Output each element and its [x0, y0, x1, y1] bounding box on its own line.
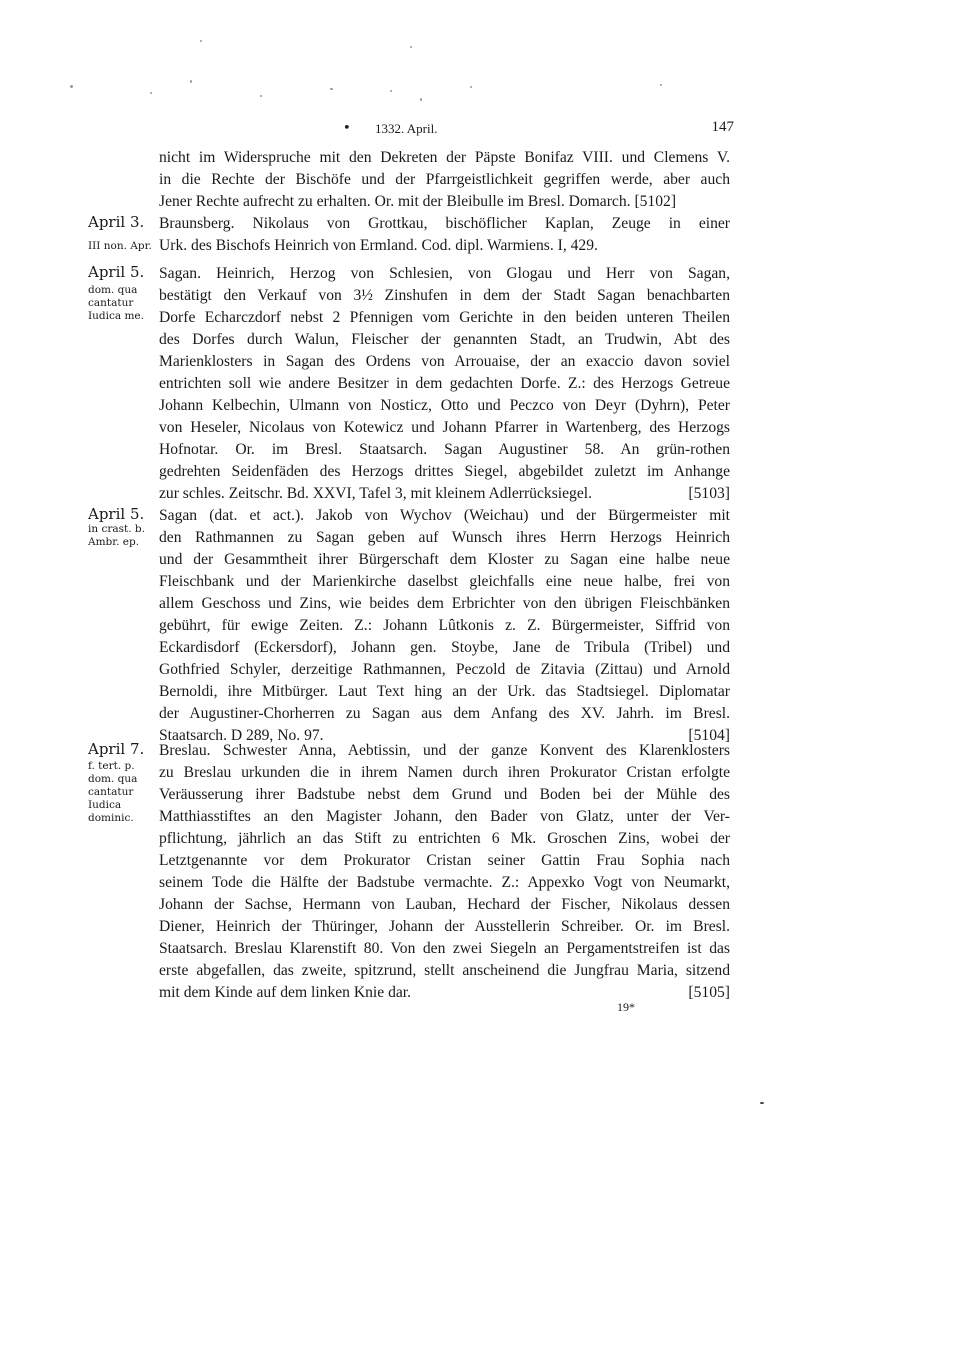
continuation-line: nicht im Widerspruche mit den Dekreten der Päpste Bonifaz VIII. und Clemens V. — [159, 149, 730, 166]
entry-line: Fleischbank und der Marienkirche daselbst gleichfalls eine neue halbe, frei von — [159, 573, 730, 590]
entry-line: Diener, Heinrich der Thüringer, Johann der Ausstellerin Schreiber. Or. im Bresl. — [159, 918, 730, 935]
entry-line: Sagan (dat. et act.). Jakob von Wychov (Weichau) und der Bürgermeister mit — [159, 507, 730, 524]
entry-margin-note: III non. Apr. — [88, 240, 152, 252]
entry-line: Bernoldi, ihre Mitbürger. Laut Text hing an der Urk. das Stadtsiegel. Diplomatar — [159, 683, 730, 700]
running-head: 1332. April. — [375, 121, 438, 136]
entry-line: allem Geschoss und Zins, wie beides dem Erbrichter von den übrigen Fleischbänken — [159, 595, 730, 612]
entry-date: April 5. — [88, 505, 145, 523]
entry-line: Staatsarch. D 289, No. 97. — [159, 727, 324, 744]
entry-line: Marienklosters in Sagan des Ordens von Arrouaise, der an exaccio davon soviel — [159, 353, 730, 370]
entry-line: des Dorfes durch Walun, Fleischer der genannten Stadt, an Trudwin, Abt des — [159, 331, 730, 348]
entry-line: zu Breslau urkunden die in ihrem Namen durch ihren Prokurator Cristan erfolgte — [159, 764, 730, 781]
entry-line: Breslau. Schwester Anna, Aebtissin, und der ganze Konvent des Klarenklosters — [159, 742, 730, 759]
entry-line: bestätigt den Verkauf von 3½ Zinshufen in dem der Stadt Sagan benachbarten — [159, 287, 730, 304]
entry-ref-number: [5104] — [688, 727, 730, 744]
entry-line: Gothfried Schyler, derzeitige Rathmannen, Peczold de Zitavia (Zittau) und Arnold — [159, 661, 730, 678]
page-header — [0, 121, 960, 143]
entry-ref-number: [5103] — [688, 485, 730, 502]
signature-mark: 19* — [617, 1000, 635, 1014]
entry-line: Urk. des Bischofs Heinrich von Ermland. Cod. dipl. Warmiens. I, 429. — [159, 237, 598, 254]
entry-line: gebührt, für ewige Zeiten. Z.: Johann Lûtkonis z. Z. Bürgermeister, Siffrid von — [159, 617, 730, 634]
entry-margin-note: f. tert. p. dom. qua cantatur Iudica dominic. — [88, 760, 138, 824]
continuation-line: in die Rechte der Bischöfe und der Pfarrgeistlichkeit gegriffen werde, aber auch — [159, 171, 730, 188]
entry-line: pflichtung, jährlich an das Stift zu entrichten 6 Mk. Groschen Zins, wobei der — [159, 830, 730, 847]
entry-line: entrichten soll wie andere Besitzer in dem gedachten Dorfe. Z.: des Herzogs Getreue — [159, 375, 730, 392]
entry-line: mit dem Kinde auf dem linken Knie dar. — [159, 984, 412, 1001]
entry-margin-note: in crast. b. Ambr. ep. — [88, 523, 145, 548]
entry-date: April 7. — [88, 740, 145, 758]
entry-line: Matthiasstiftes an den Magister Johann, den Bader von Glatz, unter der Ver- — [159, 808, 730, 825]
entry-line: Hofnotar. Or. im Bresl. Staatsarch. Sagan Augustiner 58. An grün-rothen — [159, 441, 730, 458]
entry-line: und der Gesammtheit ihrer Bürgerschaft dem Kloster zu Sagan eine halbe neue — [159, 551, 730, 568]
entry-line: erste abgefallen, das zweite, spitzrund, stellt anscheinend die Jungfrau Maria, sitzend — [159, 962, 730, 979]
entry-margin-note: dom. qua cantatur Iudica me. — [88, 284, 144, 322]
entry-line: Dorfe Echarczdorf nebst 2 Pfennigen vom Gerichte in den beiden unteren Theilen — [159, 309, 730, 326]
entry-line: den Rathmannen zu Sagan geben auf Wunsch ihres Herrn Herzogs Heinrich — [159, 529, 730, 546]
entry-line: Veräusserung ihrer Badstube nebst dem Grund und Boden bei der Mühle des — [159, 786, 730, 803]
entry-line: Braunsberg. Nikolaus von Grottkau, bischöflicher Kaplan, Zeuge in einer — [159, 215, 730, 232]
page-number: 147 — [711, 119, 734, 135]
entry-line: Staatsarch. Breslau Klarenstift 80. Von den zwei Siegeln an Pergamentstreifen ist das — [159, 940, 730, 957]
entry-line: Sagan. Heinrich, Herzog von Schlesien, von Glogau und Herr von Sagan, — [159, 265, 730, 282]
entry-line: der Augustiner-Chorherren zu Sagan aus dem Anfang des XV. Jahrh. im Bresl. — [159, 705, 730, 722]
entry-date: April 5. — [88, 263, 145, 281]
continuation-line: Jener Rechte aufrecht zu erhalten. Or. mit der Bleibulle im Bresl. Domarch. [5102] — [159, 193, 677, 210]
entry-line: Johann Kelbechin, Ulmann von Nosticz, Otto und Peczco von Deyr (Dyhrn), Peter — [159, 397, 730, 414]
entry-line: gedrehten Seidenfäden des Herzogs drittes Siegel, abgebildet zuletzt im Anhange — [159, 463, 730, 480]
entry-line: von Heseler, Nicolaus von Kotewicz und Johann Pfarrer in Wartenberg, des Herzogs — [159, 419, 730, 436]
entry-line: Eckardisdorf (Eckersdorf), Johann gen. Stoybe, Jane de Tribula (Tribel) und — [159, 639, 730, 656]
entry-ref-number: [5105] — [688, 984, 730, 1001]
entry-line: zur schles. Zeitschr. Bd. XXVI, Tafel 3, mit kleinem Adlerrücksiegel. — [159, 485, 592, 502]
entry-line: Johann der Sachse, Hermann von Lauban, Hechard der Fischer, Nikolaus dessen — [159, 896, 730, 913]
entry-date: April 3. — [88, 213, 145, 231]
entry-line: Letztgenannte vor dem Prokurator Cristan seiner Gattin Frau Sophia nach — [159, 852, 730, 869]
entry-line: seinem Tode die Hälfte der Badstube vermachte. Z.: Appexko Vogt von Neumarkt, — [159, 874, 730, 891]
header-dot: • — [343, 121, 351, 136]
